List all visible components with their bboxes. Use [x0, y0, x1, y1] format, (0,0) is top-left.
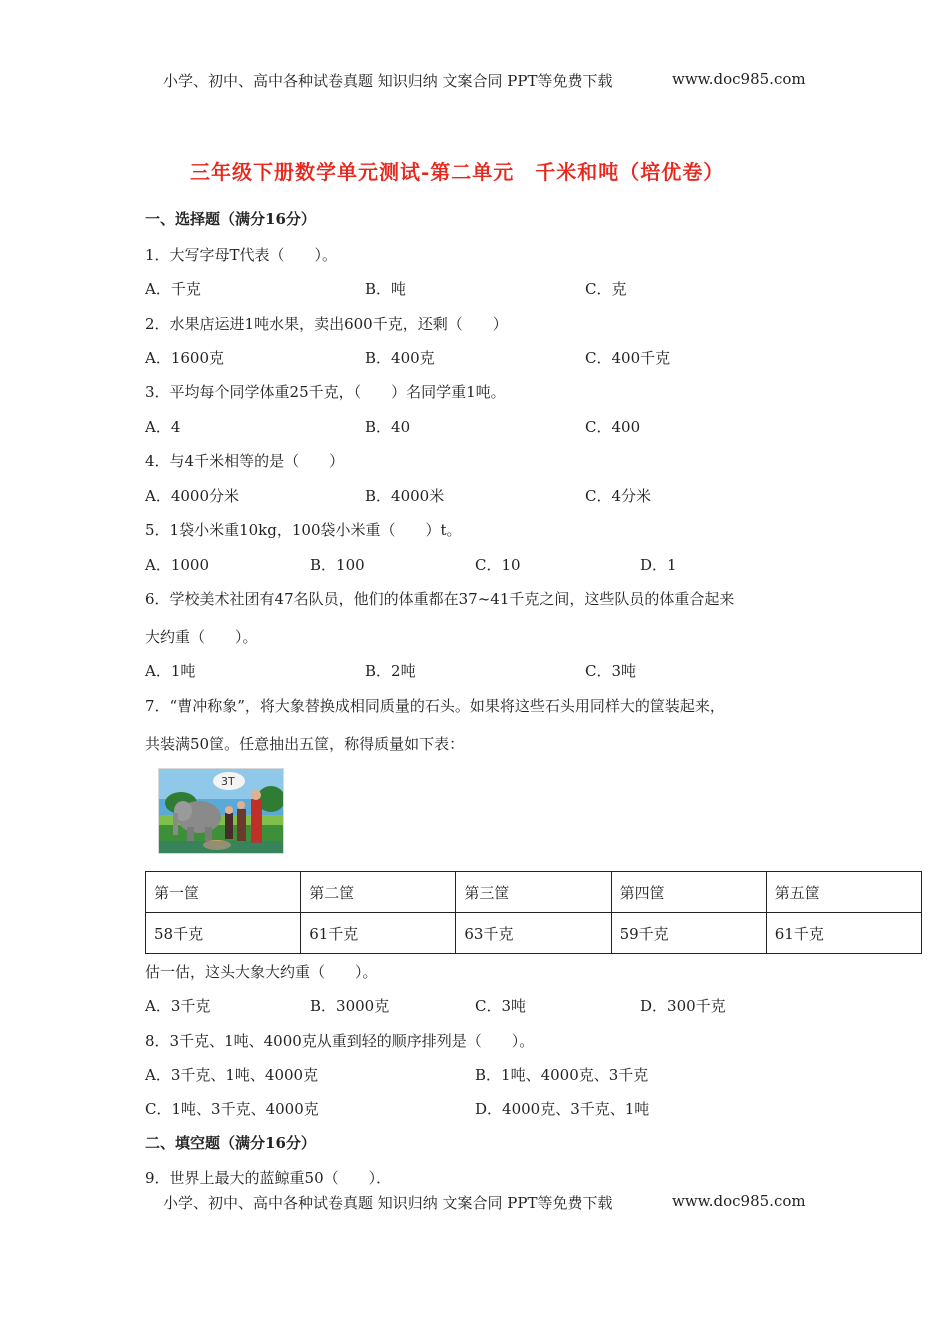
option-7d: D．300千克: [640, 997, 726, 1015]
table-cell: 58千克: [146, 913, 301, 954]
header-site: www.doc985.com: [672, 70, 806, 88]
question-3: 3．平均每个同学体重25千克，（ ）名同学重1吨。: [145, 383, 506, 401]
question-9: 9．世界上最大的蓝鲸重50（ ）．: [145, 1169, 392, 1187]
option-8d: D．4000克、3千克、1吨: [475, 1100, 650, 1118]
sign-text: 3T: [221, 775, 235, 788]
table-cell: 第四筐: [611, 872, 766, 913]
table-cell: 59千克: [611, 913, 766, 954]
option-8b: B．1吨、4000克、3千克: [475, 1066, 649, 1084]
option-1b: B．吨: [365, 280, 407, 298]
question-7-line2: 共装满50筐。任意抽出五筐，称得质量如下表：: [145, 735, 465, 753]
question-6-line1: 6．学校美术社团有47名队员，他们的体重都在37~41千克之间，这些队员的体重合起来: [145, 590, 735, 608]
table-cell: 63千克: [456, 913, 611, 954]
option-4b: B．4000米: [365, 487, 445, 505]
table-row: [146, 913, 922, 954]
question-7-line1: 7．“曹冲称象”，将大象替换成相同质量的石头。如果将这些石头用同样大的筐装起来，: [145, 697, 725, 715]
option-2c: C．400千克: [585, 349, 671, 367]
option-1c: C．克: [585, 280, 627, 298]
question-7-after: 估一估，这头大象大约重（ ）。: [145, 963, 378, 981]
option-7b: B．3000克: [310, 997, 390, 1015]
option-7c: C．3吨: [475, 997, 527, 1015]
section-heading-fill: 二、填空题（满分16分）: [145, 1134, 316, 1152]
option-5a: A．1000: [145, 556, 210, 574]
option-3a: A．4: [145, 418, 181, 436]
table-cell: 61千克: [766, 913, 921, 954]
question-4: 4．与4千米相等的是（ ）: [145, 452, 345, 470]
header-text: 小学、初中、高中各种试卷真题 知识归纳 文案合同 PPT等免费下载: [163, 72, 613, 90]
page-title: 三年级下册数学单元测试-第二单元 千米和吨（培优卷）: [190, 160, 725, 184]
table-header-row: [146, 872, 922, 913]
table-cell: 第二筐: [301, 872, 456, 913]
elephant-weighing-illustration: [158, 768, 284, 854]
question-6-line2: 大约重（ ）。: [145, 628, 258, 646]
option-8c: C．1吨、3千克、4000克: [145, 1100, 319, 1118]
option-1a: A．千克: [145, 280, 201, 298]
table-cell: 61千克: [301, 913, 456, 954]
option-5d: D．1: [640, 556, 677, 574]
option-5c: C．10: [475, 556, 521, 574]
option-3c: C．400: [585, 418, 641, 436]
option-2b: B．400克: [365, 349, 435, 367]
option-4a: A．4000分米: [145, 487, 240, 505]
option-6a: A．1吨: [145, 662, 196, 680]
option-4c: C．4分米: [585, 487, 652, 505]
option-2a: A．1600克: [145, 349, 225, 367]
footer-site: www.doc985.com: [672, 1192, 806, 1210]
basket-mass-table: [145, 871, 922, 954]
table-cell: 第五筐: [766, 872, 921, 913]
table-cell: 第一筐: [146, 872, 301, 913]
option-6c: C．3吨: [585, 662, 637, 680]
question-8: 8．3千克、1吨、4000克从重到轻的顺序排列是（ ）。: [145, 1032, 535, 1050]
option-3b: B．40: [365, 418, 411, 436]
option-7a: A．3千克: [145, 997, 211, 1015]
option-5b: B．100: [310, 556, 365, 574]
question-1: 1．大写字母T代表（ ）。: [145, 246, 338, 264]
table-cell: 第三筐: [456, 872, 611, 913]
section-heading-choice: 一、选择题（满分16分）: [145, 210, 316, 228]
option-8a: A．3千克、1吨、4000克: [145, 1066, 319, 1084]
question-5: 5．1袋小米重10kg，100袋小米重（ ）t。: [145, 521, 462, 539]
footer-text: 小学、初中、高中各种试卷真题 知识归纳 文案合同 PPT等免费下载: [163, 1194, 613, 1212]
option-6b: B．2吨: [365, 662, 416, 680]
question-2: 2．水果店运进1吨水果，卖出600千克，还剩（ ）: [145, 315, 508, 333]
